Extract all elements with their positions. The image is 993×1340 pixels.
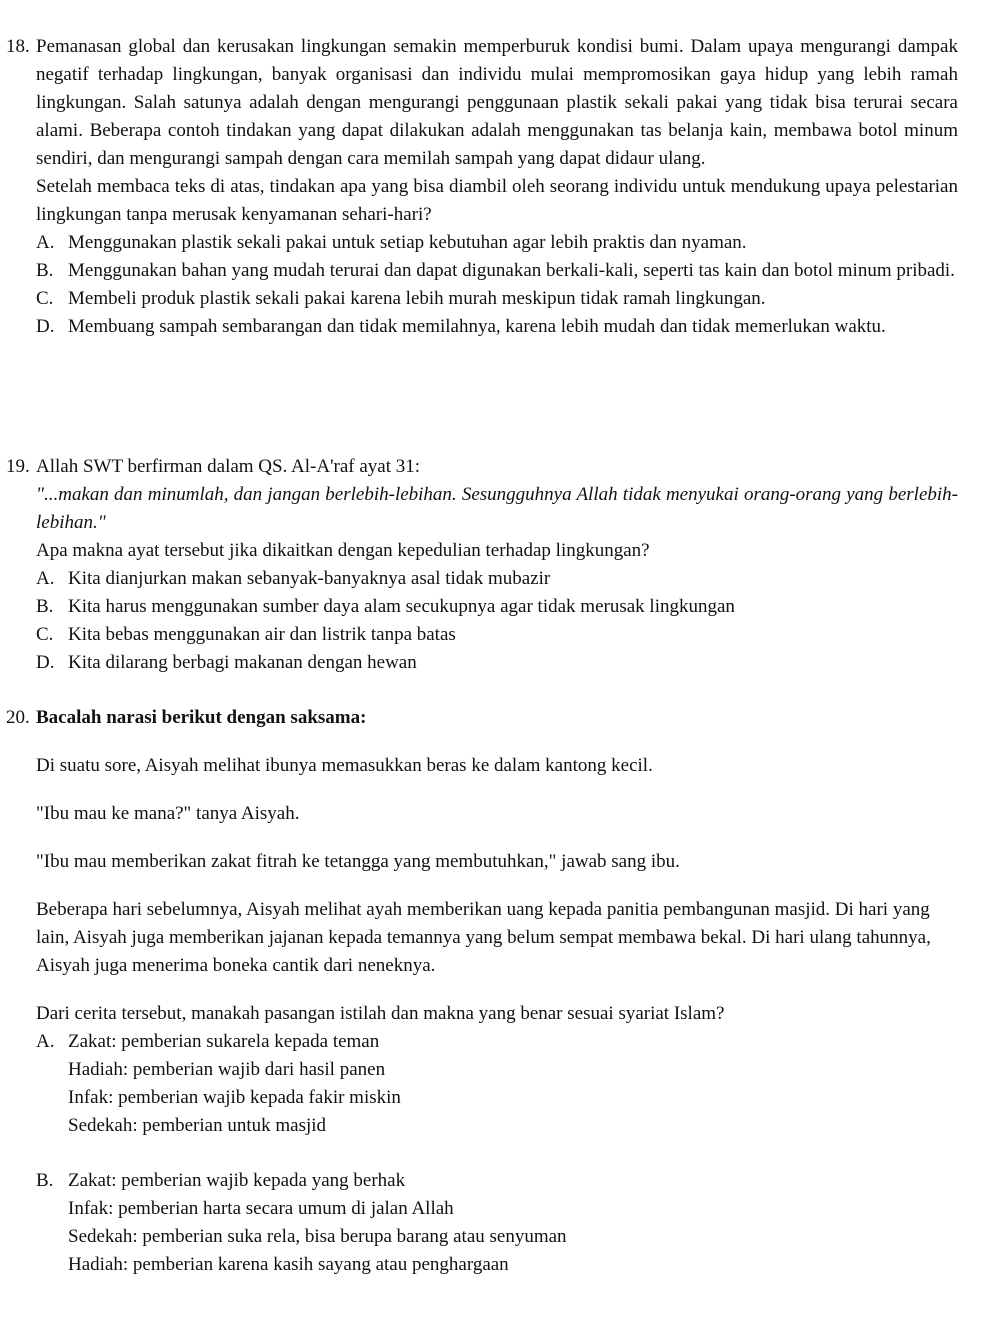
option-c[interactable] [36, 621, 958, 649]
option-a[interactable] [36, 1028, 958, 1140]
question-number: 18. [6, 36, 30, 57]
question-passage: Pemanasan global dan kerusakan lingkungan semakin memperburuk kondisi bumi. Dalam upaya mengurangi dampak negatif terhadap lingkungan, banyak organisasi dan individu mulai mempromosikan gaya hidup yang lebih ramah lingkungan. Salah satunya adalah dengan mengurangi penggunaan plastik sekali pakai yang tidak bisa terurai secara alami. Beberapa contoh tindakan yang dapat dilakukan adalah menggunakan tas belanja kain, membawa botol minum sendiri, dan mengurangi sampah dengan cara memilah sampah yang dapat didaur ulang. [36, 36, 958, 169]
option-label: D. [36, 316, 55, 337]
option-label: B. [36, 1170, 54, 1191]
option-text: Kita harus menggunakan sumber daya alam secukupnya agar tidak merusak lingkungan [68, 596, 735, 617]
option-b[interactable] [36, 257, 958, 285]
option-a[interactable] [36, 229, 958, 257]
narrative-paragraph: Beberapa hari sebelumnya, Aisyah melihat ayah memberikan uang kepada panitia pembangunan masjid. Di hari yang lain, Aisyah juga memberikan jajanan kepada temannya yang belum sempat membawa bekal. Di hari ulang tahunnya, Aisyah juga menerima boneka cantik dari neneknya. [36, 899, 931, 976]
option-a[interactable] [36, 565, 958, 593]
option-label: A. [36, 1031, 55, 1052]
narrative-paragraph: Di suatu sore, Aisyah melihat ibunya memasukkan beras ke dalam kantong kecil. [36, 755, 653, 776]
option-text: Kita dianjurkan makan sebanyak-banyaknya asal tidak mubazir [68, 568, 551, 589]
option-label: B. [36, 260, 54, 281]
option-line: Hadiah: pemberian karena kasih sayang atau penghargaan [68, 1254, 509, 1275]
question-intro: Allah SWT berfirman dalam QS. Al-A'raf ayat 31: [36, 456, 421, 477]
narrative-heading: Bacalah narasi berikut dengan saksama: [36, 707, 367, 728]
option-line: Hadiah: pemberian wajib dari hasil panen [68, 1059, 386, 1080]
question-19 [6, 453, 958, 677]
option-line: Infak: pemberian wajib kepada fakir miskin [68, 1087, 401, 1108]
option-line: Infak: pemberian harta secara umum di jalan Allah [68, 1198, 454, 1219]
option-line: Sedekah: pemberian untuk masjid [68, 1115, 327, 1136]
option-c[interactable] [36, 285, 958, 313]
question-text: Setelah membaca teks di atas, tindakan apa yang bisa diambil oleh seorang individu untuk mendukung upaya pelestarian lingkungan tanpa merusak kenyamanan sehari-hari? [36, 176, 958, 225]
option-d[interactable] [36, 313, 958, 341]
narrative-paragraph: "Ibu mau ke mana?" tanya Aisyah. [36, 803, 300, 824]
option-label: C. [36, 288, 54, 309]
question-18 [6, 33, 958, 341]
question-text: Apa makna ayat tersebut jika dikaitkan dengan kepedulian terhadap lingkungan? [36, 540, 650, 561]
option-line: Sedekah: pemberian suka rela, bisa berupa barang atau senyuman [68, 1226, 567, 1247]
question-20 [6, 704, 958, 1279]
option-text: Membeli produk plastik sekali pakai karena lebih murah meskipun tidak ramah lingkungan. [68, 288, 766, 309]
option-line: Zakat: pemberian wajib kepada yang berhak [68, 1170, 406, 1191]
question-text: Dari cerita tersebut, manakah pasangan istilah dan makna yang benar sesuai syariat Islam? [36, 1003, 725, 1024]
option-label: B. [36, 596, 54, 617]
option-label: C. [36, 624, 54, 645]
option-text: Menggunakan bahan yang mudah terurai dan dapat digunakan berkali-kali, seperti tas kain dan botol minum pribadi. [68, 260, 955, 281]
option-label: D. [36, 652, 55, 673]
option-label: A. [36, 568, 55, 589]
question-number: 20. [6, 707, 30, 728]
option-label: A. [36, 232, 55, 253]
quran-quote: "...makan dan minumlah, dan jangan berlebih-lebihan. Sesungguhnya Allah tidak menyukai orang-orang yang berlebih-lebihan." [36, 484, 958, 533]
option-text: Menggunakan plastik sekali pakai untuk setiap kebutuhan agar lebih praktis dan nyaman. [68, 232, 747, 253]
option-line: Zakat: pemberian sukarela kepada teman [68, 1031, 380, 1052]
option-b[interactable] [36, 1167, 958, 1279]
option-text: Kita bebas menggunakan air dan listrik tanpa batas [68, 624, 456, 645]
option-text: Kita dilarang berbagi makanan dengan hewan [68, 652, 417, 673]
option-b[interactable] [36, 593, 958, 621]
option-text: Membuang sampah sembarangan dan tidak memilahnya, karena lebih mudah dan tidak memerlukan waktu. [68, 316, 886, 337]
question-number: 19. [6, 456, 30, 477]
narrative-paragraph: "Ibu mau memberikan zakat fitrah ke tetangga yang membutuhkan," jawab sang ibu. [36, 851, 680, 872]
option-d[interactable] [36, 649, 958, 677]
